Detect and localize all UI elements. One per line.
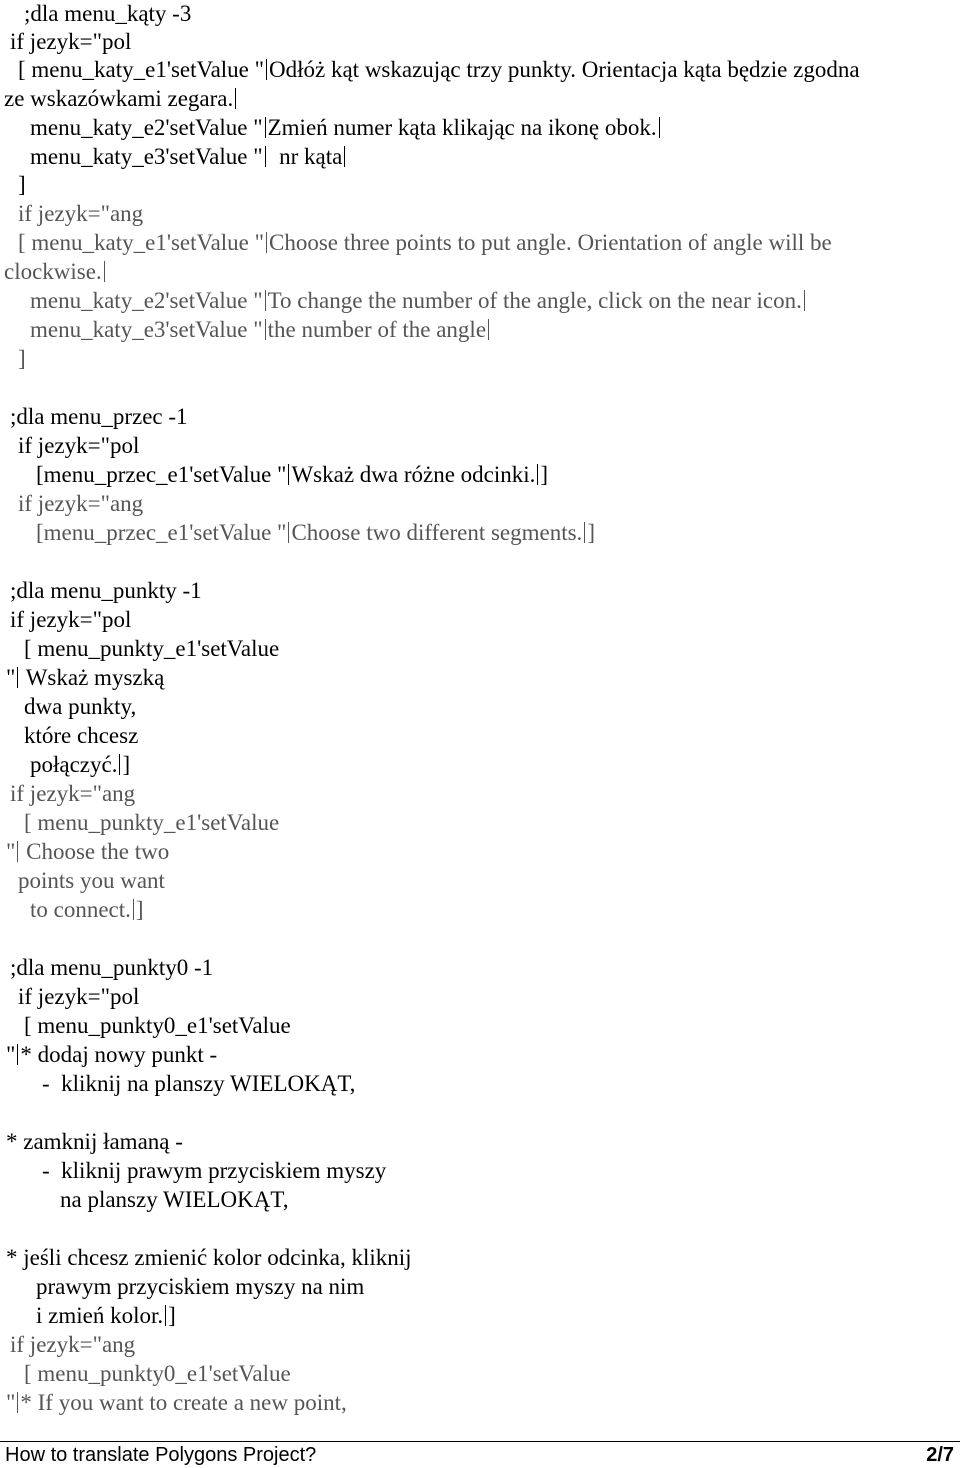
delimiter-bar xyxy=(266,232,267,253)
text-segment: Odłóż kąt wskazując trzy punkty. Orientacja kąta będzie zgodna xyxy=(269,57,860,82)
text-segment: [ menu_punkty_e1'setValue xyxy=(24,636,280,661)
text-segment: Choose the two xyxy=(20,839,170,864)
text-line xyxy=(24,722,138,751)
text-segment: [menu_przec_e1'setValue " xyxy=(36,520,287,545)
delimiter-bar xyxy=(265,319,266,340)
text-line xyxy=(30,287,807,316)
text-line xyxy=(36,1273,364,1302)
text-segment: [ menu_katy_e1'setValue " xyxy=(18,230,265,255)
text-segment: [ menu_punkty0_e1'setValue xyxy=(24,1361,291,1386)
delimiter-bar xyxy=(265,290,266,311)
text-line xyxy=(6,1389,347,1418)
text-line xyxy=(18,229,832,258)
text-line xyxy=(30,316,491,345)
text-segment: które chcesz xyxy=(24,723,139,748)
text-line xyxy=(60,1186,288,1215)
text-segment: menu_katy_e3'setValue " xyxy=(30,317,263,342)
text-line xyxy=(18,171,26,200)
delimiter-bar xyxy=(265,146,266,167)
text-segment: " xyxy=(6,839,16,864)
text-segment: nr kąta xyxy=(267,144,343,169)
text-line xyxy=(36,1302,176,1331)
text-segment: if jezyk="ang xyxy=(18,491,144,516)
text-segment: [ menu_punkty0_e1'setValue xyxy=(24,1013,291,1038)
text-segment: clockwise. xyxy=(4,259,102,284)
text-segment: To change the number of the angle, click on the near icon. xyxy=(267,288,802,313)
text-segment: Wskaż dwa różne odcinki. xyxy=(291,462,536,487)
text-segment: " xyxy=(6,1042,16,1067)
text-line xyxy=(10,1331,135,1360)
page-number xyxy=(926,1443,954,1467)
text-segment: ;dla menu_przec -1 xyxy=(10,404,188,429)
text-segment: " xyxy=(6,1390,16,1415)
page-total: 7 xyxy=(942,1444,954,1466)
text-line xyxy=(30,751,130,780)
text-segment: ze wskazówkami zegara. xyxy=(4,86,234,111)
text-segment: menu_katy_e3'setValue " xyxy=(30,144,263,169)
text-line xyxy=(24,809,279,838)
delimiter-bar xyxy=(344,146,345,167)
footer-divider xyxy=(0,1441,960,1442)
text-line xyxy=(42,1070,355,1099)
text-line xyxy=(24,693,136,722)
delimiter-bar xyxy=(119,754,120,775)
text-segment: ] xyxy=(18,172,26,197)
text-segment: [menu_przec_e1'setValue " xyxy=(36,462,287,487)
text-segment: if jezyk="ang xyxy=(18,201,144,226)
text-line xyxy=(4,258,107,287)
text-line xyxy=(36,519,595,548)
text-segment: ] xyxy=(18,346,26,371)
delimiter-bar xyxy=(288,522,289,543)
text-segment: if jezyk="pol xyxy=(10,29,132,54)
text-segment: ] xyxy=(540,462,549,487)
text-line xyxy=(18,200,143,229)
text-segment: * If you want to create a new point, xyxy=(20,1390,347,1415)
text-line xyxy=(24,1012,291,1041)
text-segment: if jezyk="pol xyxy=(10,607,132,632)
text-line xyxy=(24,0,191,29)
text-line xyxy=(24,1360,291,1389)
delimiter-bar xyxy=(288,464,289,485)
text-segment: Zmień numer kąta klikając na ikonę obok. xyxy=(267,115,657,140)
text-line xyxy=(18,345,26,374)
text-segment: * zamknij łamaną - xyxy=(6,1129,183,1154)
text-segment: * dodaj nowy punkt - xyxy=(20,1042,218,1067)
text-segment: if jezyk="ang xyxy=(10,781,136,806)
text-segment: [ menu_katy_e1'setValue " xyxy=(18,57,265,82)
text-segment: the number of the angle xyxy=(267,317,487,342)
delimiter-bar xyxy=(266,59,267,80)
text-segment: if jezyk="ang xyxy=(10,1332,136,1357)
text-line xyxy=(6,1041,217,1070)
text-line xyxy=(42,1157,386,1186)
delimiter-bar xyxy=(235,88,236,109)
text-line xyxy=(30,114,662,143)
delimiter-bar xyxy=(584,522,585,543)
text-segment: if jezyk="pol xyxy=(18,433,140,458)
delimiter-bar xyxy=(104,261,105,282)
text-segment: Choose three points to put angle. Orientation of angle will be xyxy=(269,230,832,255)
text-line xyxy=(18,56,860,85)
text-segment: ;dla menu_kąty -3 xyxy=(24,1,192,26)
text-line xyxy=(30,896,144,925)
text-segment: ;dla menu_punkty0 -1 xyxy=(10,955,214,980)
delimiter-bar xyxy=(17,667,18,688)
footer-title: How to translate Polygons Project? xyxy=(5,1444,317,1466)
delimiter-bar xyxy=(659,117,660,138)
delimiter-bar xyxy=(165,1305,166,1326)
text-line xyxy=(24,635,279,664)
text-segment: ] xyxy=(587,520,595,545)
text-segment: dwa punkty, xyxy=(24,694,137,719)
text-line xyxy=(6,1128,183,1157)
text-line xyxy=(18,490,143,519)
text-line xyxy=(6,664,164,693)
text-segment: menu_katy_e2'setValue " xyxy=(30,115,263,140)
text-line xyxy=(10,954,213,983)
text-segment: * jeśli chcesz zmienić kolor odcinka, kliknij xyxy=(6,1245,412,1270)
text-line xyxy=(10,780,135,809)
text-segment: Choose two different segments. xyxy=(291,520,583,545)
text-line xyxy=(36,461,548,490)
text-segment: " xyxy=(6,665,16,690)
text-line xyxy=(6,838,169,867)
text-segment: if jezyk="pol xyxy=(18,984,140,1009)
text-line xyxy=(10,403,188,432)
delimiter-bar xyxy=(17,841,18,862)
text-line xyxy=(10,606,131,635)
text-segment: [ menu_punkty_e1'setValue xyxy=(24,810,280,835)
text-line xyxy=(10,577,202,606)
delimiter-bar xyxy=(133,899,134,920)
text-segment: Wskaż myszką xyxy=(20,665,165,690)
text-segment: ] xyxy=(135,897,144,922)
text-line xyxy=(6,1244,412,1273)
text-segment: prawym przyciskiem myszy na nim xyxy=(36,1274,365,1299)
text-segment: na planszy WIELOKĄT, xyxy=(60,1187,289,1212)
text-segment: ;dla menu_punkty -1 xyxy=(10,578,202,603)
text-segment: ] xyxy=(122,752,131,777)
delimiter-bar xyxy=(17,1392,18,1413)
text-segment: - kliknij prawym przyciskiem myszy xyxy=(42,1158,387,1183)
text-segment: points you want xyxy=(18,868,165,893)
delimiter-bar xyxy=(804,290,805,311)
delimiter-bar xyxy=(537,464,538,485)
page-current: 2 xyxy=(926,1444,938,1466)
text-segment: i zmień kolor. xyxy=(36,1303,164,1328)
text-segment: - kliknij na planszy WIELOKĄT, xyxy=(42,1071,356,1096)
text-line xyxy=(4,85,238,114)
text-segment: ] xyxy=(168,1303,176,1328)
delimiter-bar xyxy=(488,319,489,340)
text-line xyxy=(18,432,139,461)
text-line xyxy=(18,867,165,896)
text-line xyxy=(30,143,347,172)
text-line xyxy=(18,983,139,1012)
delimiter-bar xyxy=(265,117,266,138)
text-segment: to connect. xyxy=(30,897,131,922)
text-segment: połączyć. xyxy=(30,752,118,777)
text-line xyxy=(10,28,131,57)
page-separator: / xyxy=(937,1444,943,1466)
text-segment: menu_katy_e2'setValue " xyxy=(30,288,263,313)
delimiter-bar xyxy=(17,1044,18,1065)
